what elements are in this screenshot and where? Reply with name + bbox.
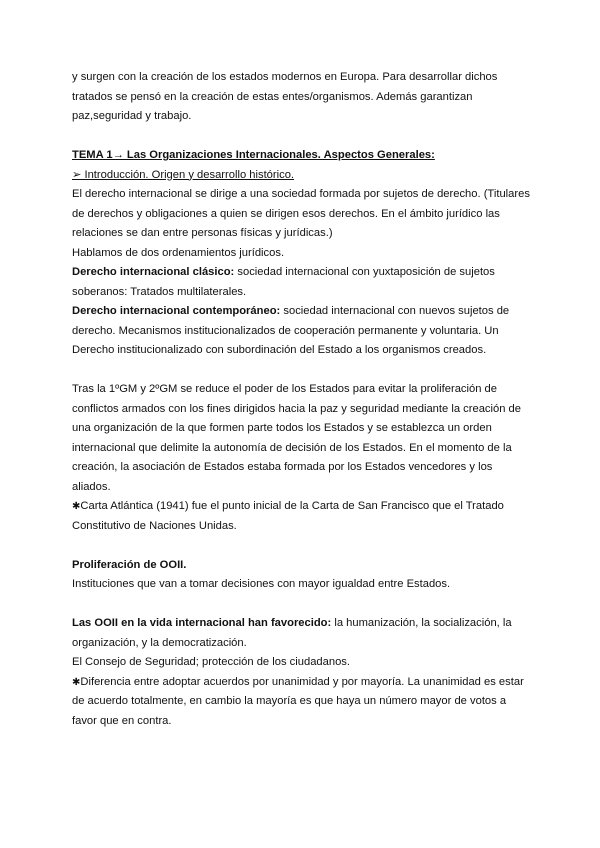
para2-line-6: aliados. <box>72 480 111 493</box>
section-title: TEMA 1→ Las Organizaciones Internacionales. Aspectos Generales: <box>72 149 435 161</box>
intro-line-2: tratados se pensó en la creación de estas entes/organismos. Además garantizan <box>72 90 473 103</box>
proliferacion-text: Instituciones que van a tomar decisiones con mayor igualdad entre Estados. <box>72 578 451 590</box>
para1-line-1: El derecho internacional se dirige a una sociedad formada por sujetos de derecho. (Titulares <box>72 188 530 200</box>
clasico-heading: Derecho internacional clásico: <box>72 266 235 278</box>
favorecido-text: la humanización, la socialización, la <box>331 617 512 629</box>
proliferacion-heading: Proliferación de OOII. <box>72 558 187 571</box>
para2-line-2: conflictos armados con los fines dirigidos hacia la paz y seguridad mediante la creación de <box>72 402 521 415</box>
favorecido-line-1 <box>72 614 532 634</box>
carta-line-1 <box>72 497 532 517</box>
contemporaneo-line-1 <box>72 302 532 322</box>
diferencia-text: Diferencia entre adoptar acuerdos por unanimidad y por mayoría. La unanimidad es estar <box>80 675 524 688</box>
intro-line-1: y surgen con la creación de los estados modernos en Europa. Para desarrollar dichos <box>72 71 498 83</box>
star-bullet-icon: ✱ <box>72 676 81 688</box>
carta-line-2: Constitutivo de Naciones Unidas. <box>72 519 237 532</box>
favorecido-line-2: organización, y la democratización. <box>72 636 247 649</box>
proliferacion-heading-line <box>72 556 532 576</box>
diferencia-line-1 <box>72 673 532 693</box>
para1-line-3: relaciones se dan entre personas físicas y jurídicas.) <box>72 227 333 239</box>
para1-line-4: Hablamos de dos ordenamientos jurídicos. <box>72 246 285 259</box>
para2-line-5: creación, la asociación de Estados estaba formada por los Estados vencedores y los <box>72 461 493 473</box>
clasico-line-1 <box>72 263 532 283</box>
clasico-line-2: soberanos: Tratados multilaterales. <box>72 285 247 298</box>
diferencia-line-2: de acuerdo totalmente, en cambio la mayoría es que haya un número mayor de votos a <box>72 695 507 707</box>
intro-line-3: paz,seguridad y trabajo. <box>72 110 192 122</box>
contemporaneo-line-2: derecho. Mecanismos institucionalizados de cooperación permanente y voluntaria. Un <box>72 324 499 337</box>
carta-text: Carta Atlántica (1941) fue el punto inicial de la Carta de San Francisco que el Tratado <box>80 500 504 512</box>
diferencia-line-3: favor que en contra. <box>72 714 172 727</box>
contemporaneo-heading: Derecho internacional contemporáneo: <box>72 305 281 317</box>
favorecido-heading: Las OOII en la vida internacional han favorecido: <box>72 617 332 629</box>
contemporaneo-text: sociedad internacional con nuevos sujetos de <box>280 305 510 317</box>
para2-line-1: Tras la 1ºGM y 2ºGM se reduce el poder de los Estados para evitar la proliferación de <box>72 383 498 395</box>
para2-line-3: una organización de la que formen parte todos los Estados y se establezca un orden <box>72 422 492 434</box>
document-page <box>72 68 532 731</box>
contemporaneo-line-3: Derecho institucionalizado con subordinación del Estado a los organismos creados. <box>72 344 487 356</box>
star-bullet-icon: ✱ <box>72 501 81 512</box>
section-subtitle: ➢ Introducción. Origen y desarrollo histórico. <box>72 168 295 181</box>
clasico-text: sociedad internacional con yuxtaposición de sujetos <box>234 266 495 278</box>
favorecido-line-3: El Consejo de Seguridad; protección de los ciudadanos. <box>72 656 351 668</box>
para2-line-4: internacional que delimite la autonomía de decisión de los Estados. En el momento de la <box>72 441 512 454</box>
para1-line-2: de derechos y obligaciones a quien se dirigen esos derechos. En el ámbito jurídico las <box>72 207 500 220</box>
